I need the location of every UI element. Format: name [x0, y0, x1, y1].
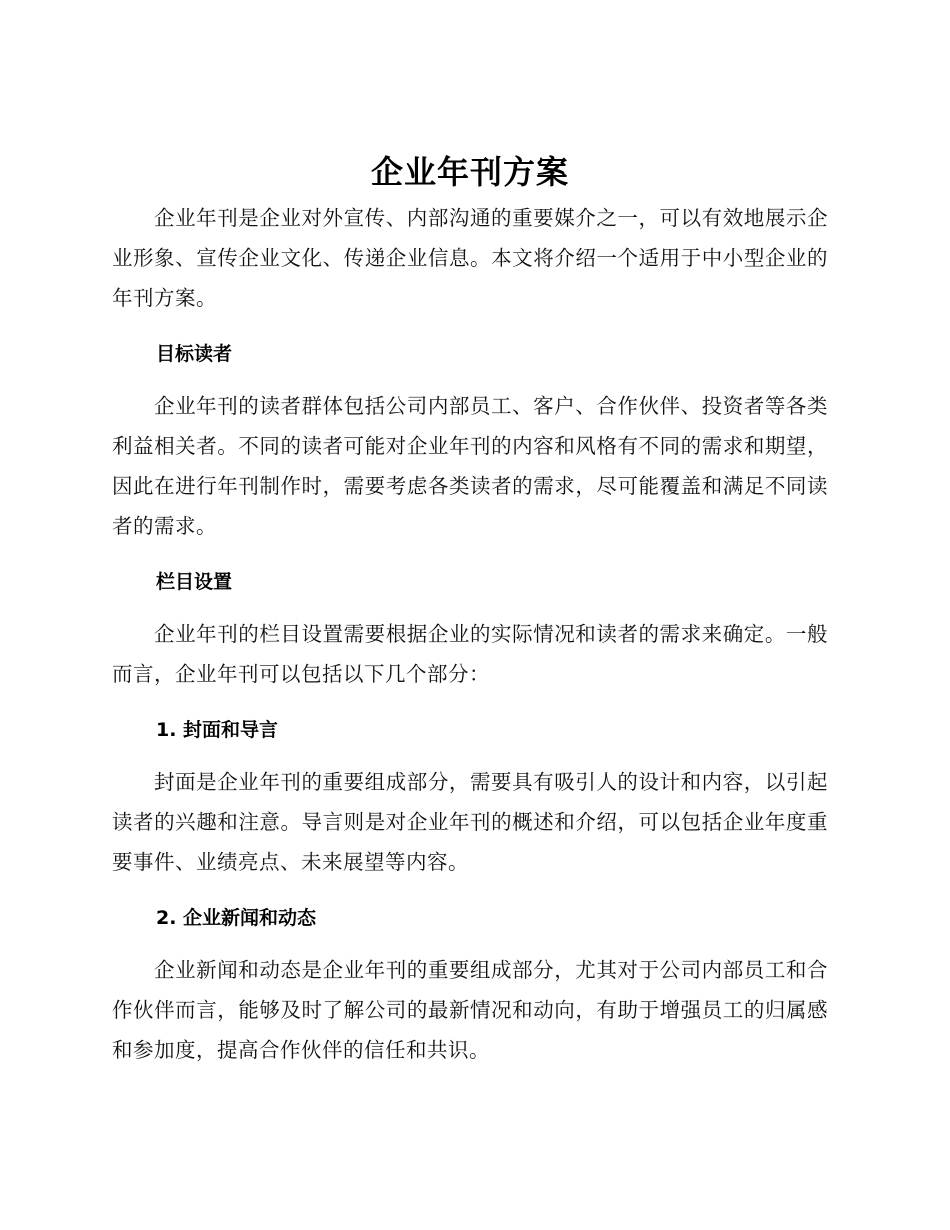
document-title: 企业年刊方案: [370, 153, 569, 191]
section-body-news: 企业新闻和动态是企业年刊的重要组成部分，尤其对于公司内部员工和合作伙伴而言，能够及时了解公司的最新情况和动向，有助于增强员工的归属感和参加度，提高合作伙伴的信任和共识。: [112, 958, 828, 1062]
document-page: [112, 150, 828, 1070]
section-body-target-readers: 企业年刊的读者群体包括公司内部员工、客户、合作伙伴、投资者等各类利益相关者。不同的读者可能对企业年刊的内容和风格有不同的需求和期望，因此在进行年刊制作时，需要考虑各类读者的需求，尽可能覆盖和满足不同读者的需求。: [112, 394, 828, 538]
section-heading-column-setup: 栏目设置: [156, 571, 233, 593]
section-heading-news: 2. 企业新闻和动态: [156, 907, 317, 929]
intro-paragraph: 企业年刊是企业对外宣传、内部沟通的重要媒介之一，可以有效地展示企业形象、宣传企业文化、传递企业信息。本文将介绍一个适用于中小型企业的年刊方案。: [112, 206, 828, 310]
section-heading-target-readers: 目标读者: [156, 343, 233, 365]
section-body-cover-intro: 封面是企业年刊的重要组成部分，需要具有吸引人的设计和内容，以引起读者的兴趣和注意。导言则是对企业年刊的概述和介绍，可以包括企业年度重要事件、业绩亮点、未来展望等内容。: [112, 770, 828, 874]
section-heading-cover-intro: 1. 封面和导言: [156, 719, 279, 741]
section-body-column-setup: 企业年刊的栏目设置需要根据企业的实际情况和读者的需求来确定。一般而言，企业年刊可以包括以下几个部分：: [112, 622, 828, 686]
